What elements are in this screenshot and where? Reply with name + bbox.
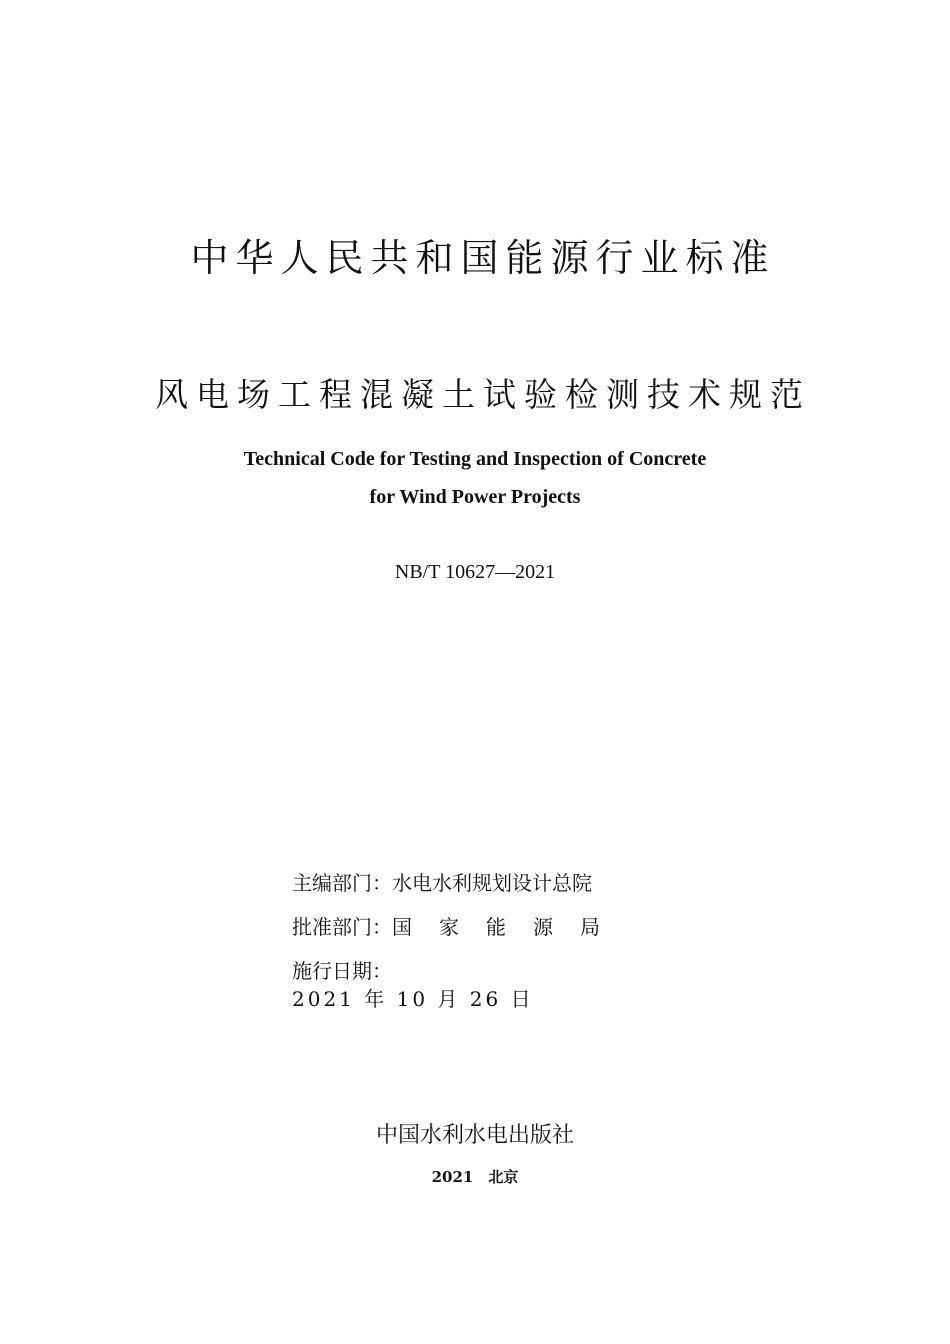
approver-label: 批准部门： bbox=[292, 915, 392, 939]
approver-value: 国家能源局 bbox=[392, 915, 627, 939]
title-english bbox=[0, 440, 950, 516]
approver-row bbox=[292, 913, 632, 941]
publication-year-place: 2021 北京 bbox=[431, 1168, 519, 1186]
effective-date-value: 2021 年 10 月 26 日 bbox=[292, 987, 534, 1011]
editor-value: 水电水利规划设计总院 bbox=[392, 871, 592, 895]
title-english-line-1: Technical Code for Testing and Inspection of Concrete bbox=[243, 448, 707, 470]
industry-standard-heading: 中华人民共和国能源行业标准 bbox=[190, 236, 776, 280]
standard-code: NB/T 10627—2021 bbox=[394, 561, 556, 583]
editor-row bbox=[292, 869, 632, 897]
publisher-name: 中国水利水电出版社 bbox=[375, 1123, 574, 1148]
effective-date-row bbox=[292, 957, 632, 1013]
title-english-line-2: for Wind Power Projects bbox=[369, 486, 581, 508]
editor-label: 主编部门： bbox=[292, 871, 392, 895]
effective-date-label: 施行日期： bbox=[292, 959, 392, 983]
title-chinese: 风电场工程混凝土试验检测技术规范 bbox=[155, 375, 811, 414]
